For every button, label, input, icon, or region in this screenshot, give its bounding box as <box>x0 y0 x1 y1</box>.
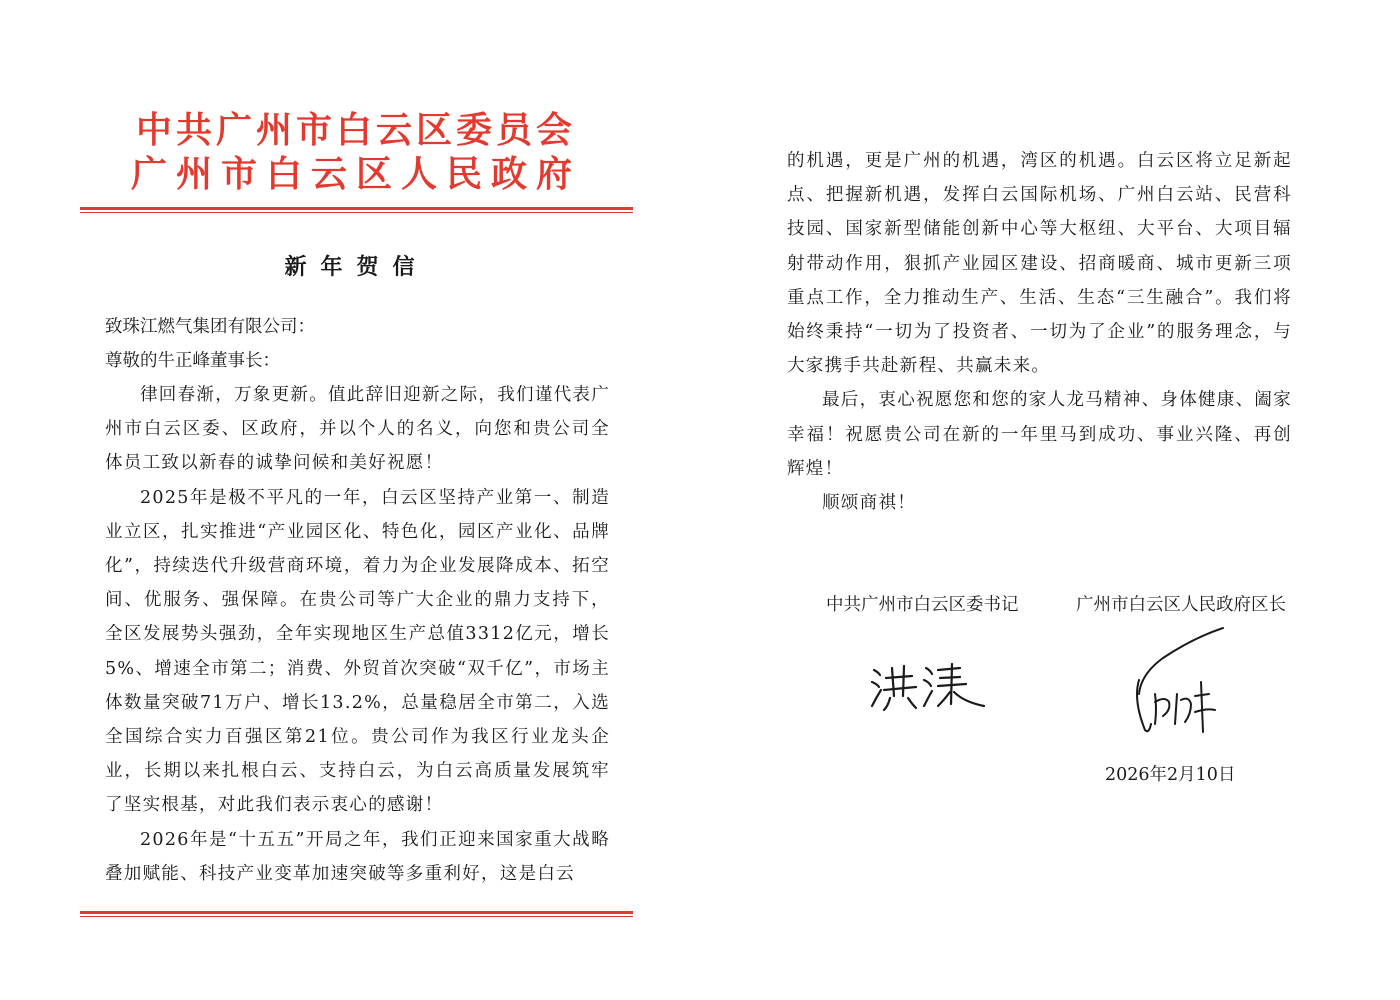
paragraph-greeting: 律回春渐，万象更新。值此辞旧迎新之际，我们谨代表广州市白云区委、区政府，并以个人的名义，向您和贵公司全体员工致以新春的诚挚问候和美好祝愿！ <box>105 385 610 474</box>
paragraph-2026-outlook: 2026年是“十五五”开局之年，我们正迎来国家重大战略叠加赋能、科技产业变革加速突破等多重利好，这是白云 <box>105 829 610 884</box>
signatory-titles <box>826 590 1286 620</box>
paragraph-2026-outlook-continued: 的机遇，更是广州的机遇，湾区的机遇。白云区将立足新起点、把握新机遇，发挥白云国际机场、广州白云站、民营科技园、国家新型储能创新中心等大枢纽、大平台、大项目辐射带动作用，狠抓产业园区建设、招商暖商、城市更新三项重点工作，全力推动生产、生活、生态“三生融合”。我们将始终秉持“一切为了投资者、一切为了企业”的服务理念，与大家携手共赴新程、共赢未来。 <box>787 151 1292 377</box>
letterhead-government: 广州市白云区人民政府 <box>130 153 581 195</box>
letterhead-red-rule <box>80 207 633 210</box>
addressee-organization: 致珠江燃气集团有限公司： <box>105 317 315 337</box>
signature-date: 2026年2月10日 <box>1105 765 1236 785</box>
letter-body-right <box>787 144 1292 520</box>
paragraph-salutation: 顺颂商祺！ <box>822 493 916 514</box>
letter-body-left <box>105 378 610 891</box>
letterhead <box>80 108 632 196</box>
document-title: 新年贺信 <box>284 254 429 280</box>
secretary-signature <box>868 660 988 720</box>
right-page <box>700 0 1400 1000</box>
paragraph-2025-review: 2025年是极不平凡的一年，白云区坚持产业第一、制造业立区，扎实推进“产业园区化、特色化，园区产业化、品牌化”，持续迭代升级营商环境，着力为企业发展降成本、拓空间、优服务、强保障。在贵公司等广大企业的鼎力支持下，全区发展势头强劲，全年实现地区生产总值3312亿元，增长5%、增速全市第二；消费、外贸首次突破“双千亿”，市场主体数量突破71万户、增长13.2%，总量稳居全市第二，入选全国综合实力百强区第21位。贵公司作为我区行业龙头企业，长期以来扎根白云、支持白云，为白云高质量发展筑牢了坚实根基，对此我们表示衷心的感谢！ <box>105 487 610 816</box>
mayor-title: 广州市白云区人民政府区长 <box>1076 595 1286 615</box>
secretary-title: 中共广州市白云区委书记 <box>826 595 1019 615</box>
bottom-red-rule <box>80 911 633 914</box>
paragraph-closing-wishes: 最后，衷心祝愿您和您的家人龙马精神、身体健康、阖家幸福！祝愿贵公司在新的一年里马到成功、事业兴隆、再创辉煌！ <box>787 390 1292 479</box>
letterhead-party-committee: 中共广州市白云区委员会 <box>135 109 576 151</box>
addressee-person: 尊敬的牛正峰董事长： <box>105 351 280 371</box>
mayor-signature <box>1125 622 1235 742</box>
